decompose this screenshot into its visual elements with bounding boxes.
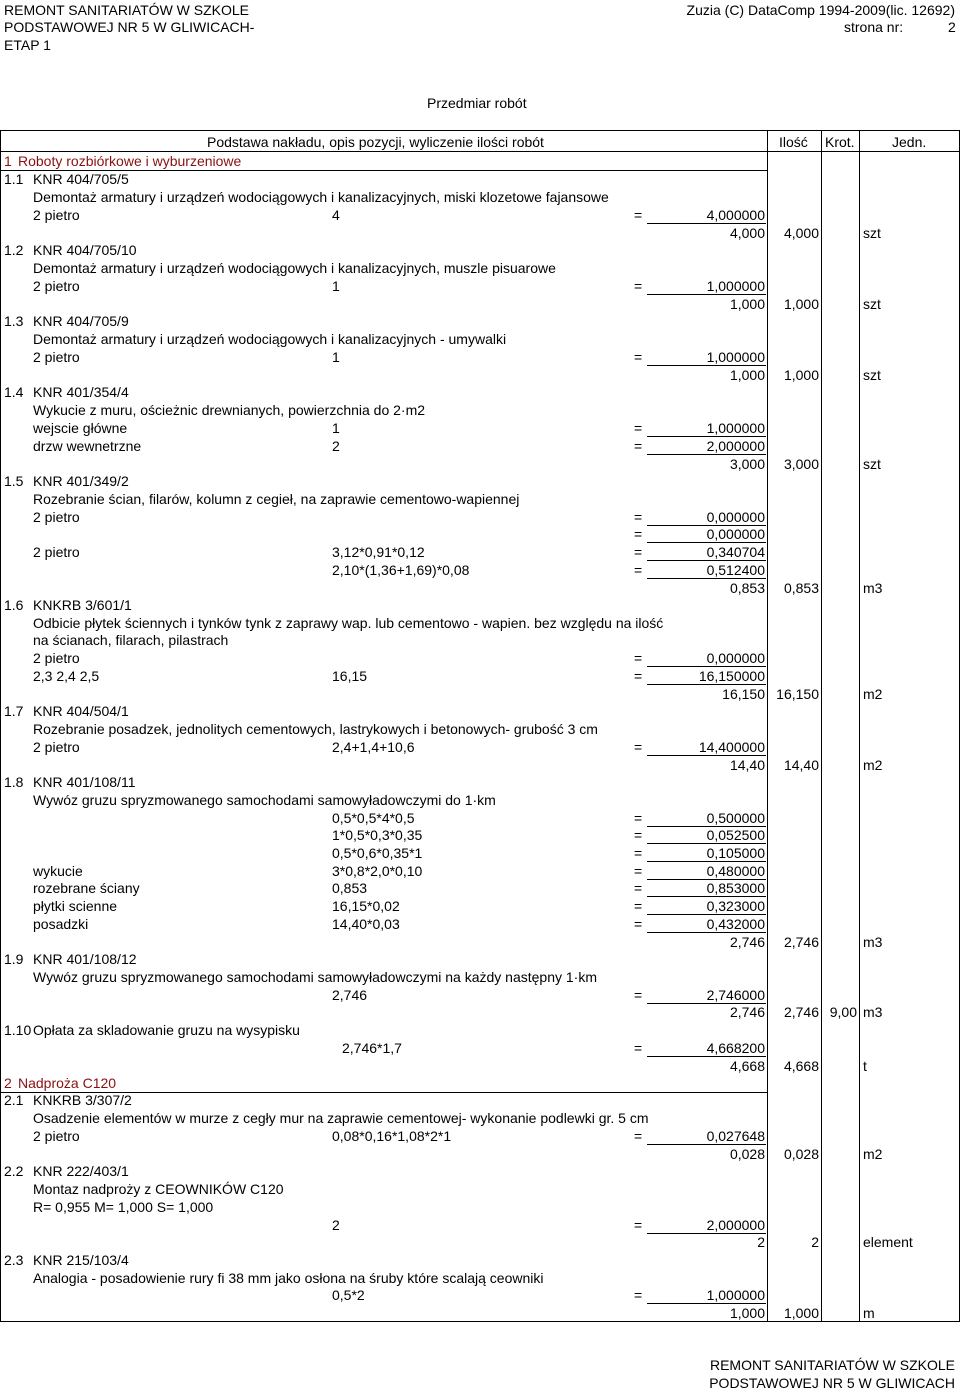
item-description: Montaz nadproży z CEOWNIKÓW C120 bbox=[33, 1181, 284, 1197]
total-krot: 2,746 bbox=[783, 934, 819, 950]
calc-equals-sign: = bbox=[634, 1040, 643, 1056]
calc-value-underline bbox=[647, 1056, 766, 1057]
total-quantity: 0,853 bbox=[729, 580, 765, 596]
calc-equals-sign: = bbox=[634, 650, 643, 666]
item-code: Opłata za skladowanie gruzu na wysypisku bbox=[33, 1022, 300, 1038]
item-description: Demontaż armatury i urządzeń wodociągowych i kanalizacyjnych - umywalki bbox=[33, 331, 507, 347]
calc-formula: 4 bbox=[332, 207, 340, 223]
section-number: 1 bbox=[4, 153, 12, 169]
calc-value: 14,400000 bbox=[698, 739, 765, 755]
calc-value-underline bbox=[647, 1233, 766, 1234]
header-page-label: strona nr: bbox=[844, 19, 904, 35]
section-title: Roboty rozbiórkowe i wyburzeniowe bbox=[18, 153, 242, 169]
total-quantity: 1,000 bbox=[729, 367, 765, 383]
total-unit: m bbox=[863, 1305, 875, 1321]
calc-equals-sign: = bbox=[634, 898, 643, 914]
calc-formula: 3,12*0,91*0,12 bbox=[332, 544, 425, 560]
calc-equals-sign: = bbox=[634, 827, 643, 843]
item-description: Wywóz gruzu spryzmowanego samochodami samowyładowczymi na każdy następny 1·km bbox=[33, 969, 597, 985]
calc-label: 2 pietro bbox=[33, 1128, 80, 1144]
total-unit: szt bbox=[863, 296, 881, 312]
total-unit: szt bbox=[863, 456, 881, 472]
item-number: 1.1 bbox=[4, 171, 24, 187]
item-number: 1.2 bbox=[4, 242, 24, 258]
calc-value-underline bbox=[647, 294, 766, 295]
calc-value: 0,000000 bbox=[706, 526, 765, 542]
item-number: 1.10 bbox=[4, 1022, 32, 1038]
calc-value: 0,853000 bbox=[706, 880, 765, 896]
calc-formula: 2,746 bbox=[332, 987, 368, 1003]
section-number: 2 bbox=[4, 1075, 12, 1091]
calc-formula: 16,15*0,02 bbox=[332, 898, 400, 914]
calc-equals-sign: = bbox=[634, 1128, 643, 1144]
calc-equals-sign: = bbox=[634, 845, 643, 861]
total-unit: szt bbox=[863, 367, 881, 383]
total-unit: m3 bbox=[863, 580, 883, 596]
item-code: KNR 401/349/2 bbox=[33, 473, 129, 489]
calc-equals-sign: = bbox=[634, 544, 643, 560]
item-code: KNKRB 3/601/1 bbox=[33, 597, 132, 613]
calc-equals-sign: = bbox=[634, 438, 643, 454]
calc-formula: 1*0,5*0,3*0,35 bbox=[332, 827, 423, 843]
calc-label: posadzki bbox=[33, 916, 89, 932]
item-code: KNR 401/108/11 bbox=[33, 774, 136, 790]
total-unit: m2 bbox=[863, 1146, 883, 1162]
calc-value-underline bbox=[647, 1144, 766, 1145]
calc-equals-sign: = bbox=[634, 207, 643, 223]
total-krot: 2,746 bbox=[783, 1004, 819, 1020]
total-krot: 3,000 bbox=[783, 456, 819, 472]
calc-equals-sign: = bbox=[634, 880, 643, 896]
column-divider-krot bbox=[821, 130, 822, 1322]
item-description: Demontaż armatury i urządzeń wodociągowych i kanalizacyjnych, miski klozetowe fajansowe bbox=[33, 189, 609, 205]
calc-value: 2,746000 bbox=[706, 987, 765, 1003]
item-number: 1.8 bbox=[4, 774, 24, 790]
item-code: KNR 401/354/4 bbox=[33, 384, 129, 400]
header-project-line3: ETAP 1 bbox=[4, 37, 51, 53]
table-top-border bbox=[0, 130, 960, 131]
calc-value: 0,323000 bbox=[706, 898, 765, 914]
calc-label: 2 pietro bbox=[33, 349, 80, 365]
total-extra-factor: 9,00 bbox=[829, 1004, 857, 1020]
total-quantity: 1,000 bbox=[729, 296, 765, 312]
calc-value: 0,000000 bbox=[706, 650, 765, 666]
column-header-quantity: Ilość bbox=[779, 134, 808, 150]
calc-formula: 2,10*(1,36+1,69)*0,08 bbox=[332, 562, 470, 578]
calc-value: 0,500000 bbox=[706, 810, 765, 826]
item-number: 2.3 bbox=[4, 1252, 24, 1268]
item-code: KNR 404/705/10 bbox=[33, 242, 137, 258]
calc-formula: 0,5*0,5*4*0,5 bbox=[332, 810, 415, 826]
item-code: KNKRB 3/307/2 bbox=[33, 1092, 132, 1108]
header-project-line2: PODSTAWOWEJ NR 5 W GLIWICACH- bbox=[4, 19, 255, 35]
total-krot: 1,000 bbox=[783, 367, 819, 383]
calc-label: 2 pietro bbox=[33, 207, 80, 223]
header-page-number: 2 bbox=[948, 19, 956, 35]
calc-value: 0,105000 bbox=[706, 845, 765, 861]
item-code: KNR 404/705/5 bbox=[33, 171, 129, 187]
total-unit: m3 bbox=[863, 934, 883, 950]
total-krot: 4,000 bbox=[783, 225, 819, 241]
calc-value: 1,000000 bbox=[706, 420, 765, 436]
calc-label: 2 pietro bbox=[33, 278, 80, 294]
section-title: Nadproża C120 bbox=[18, 1075, 117, 1091]
item-number: 2.2 bbox=[4, 1163, 24, 1179]
calc-label: 2 pietro bbox=[33, 739, 80, 755]
item-code: KNR 401/108/12 bbox=[33, 951, 137, 967]
total-krot: 2 bbox=[811, 1234, 819, 1250]
total-krot: 1,000 bbox=[783, 1305, 819, 1321]
calc-label: płytki scienne bbox=[33, 898, 118, 914]
calc-value-underline bbox=[647, 578, 766, 579]
table-bottom-border bbox=[0, 1321, 960, 1322]
total-krot: 0,853 bbox=[783, 580, 819, 596]
calc-value: 2,000000 bbox=[706, 438, 765, 454]
calc-value-underline bbox=[647, 932, 766, 933]
total-unit: m2 bbox=[863, 757, 883, 773]
table-left-border bbox=[0, 130, 1, 1322]
calc-value: 4,668200 bbox=[706, 1040, 765, 1056]
item-number: 2.1 bbox=[4, 1092, 24, 1108]
calc-label: drzw wewnetrzne bbox=[33, 438, 142, 454]
calc-label: 2 pietro bbox=[33, 650, 80, 666]
total-unit: m3 bbox=[863, 1004, 883, 1020]
calc-value-underline bbox=[647, 1303, 766, 1304]
calc-value: 4,000000 bbox=[706, 207, 765, 223]
calc-equals-sign: = bbox=[634, 509, 643, 525]
calc-value: 0,340704 bbox=[706, 544, 765, 560]
calc-value-underline bbox=[647, 896, 766, 897]
calc-equals-sign: = bbox=[634, 526, 643, 542]
calc-value-underline bbox=[647, 436, 766, 437]
calc-formula: 2,746*1,7 bbox=[342, 1040, 402, 1056]
item-code: KNR 222/403/1 bbox=[33, 1163, 129, 1179]
item-number: 1.7 bbox=[4, 703, 24, 719]
item-code: KNR 404/705/9 bbox=[33, 313, 129, 329]
calc-formula: 0,853 bbox=[332, 880, 368, 896]
calc-formula: 16,15 bbox=[332, 668, 368, 684]
item-description: Demontaż armatury i urządzeń wodociągowych i kanalizacyjnych, muszle pisuarowe bbox=[33, 260, 556, 276]
calc-value: 0,000000 bbox=[706, 509, 765, 525]
calc-equals-sign: = bbox=[634, 668, 643, 684]
calc-value: 0,432000 bbox=[706, 916, 765, 932]
calc-value: 0,052500 bbox=[706, 827, 765, 843]
total-quantity: 0,028 bbox=[729, 1146, 765, 1162]
calc-equals-sign: = bbox=[634, 278, 643, 294]
item-description: Odbicie płytek ściennych i tynków tynk z zaprawy wap. lub cementowo - wapien. bez względu na ilość bbox=[33, 615, 664, 631]
calc-formula: 2 bbox=[332, 438, 340, 454]
calc-value-underline bbox=[647, 542, 766, 543]
calc-value-underline bbox=[647, 560, 766, 561]
calc-formula: 0,5*2 bbox=[332, 1287, 365, 1303]
calc-value-underline bbox=[647, 861, 766, 862]
item-number: 1.5 bbox=[4, 473, 24, 489]
calc-value: 0,512400 bbox=[706, 562, 765, 578]
calc-value: 0,027648 bbox=[706, 1128, 765, 1144]
calc-equals-sign: = bbox=[634, 420, 643, 436]
calc-value: 16,150000 bbox=[698, 668, 765, 684]
item-number: 1.6 bbox=[4, 597, 24, 613]
total-quantity: 2 bbox=[757, 1234, 765, 1250]
item-description: Rozebranie ścian, filarów, kolumn z cegieł, na zaprawie cementowo-wapiennej bbox=[33, 491, 520, 507]
calc-value-underline bbox=[647, 454, 766, 455]
calc-value: 0,480000 bbox=[706, 863, 765, 879]
calc-equals-sign: = bbox=[634, 562, 643, 578]
total-quantity: 4,668 bbox=[729, 1058, 765, 1074]
calc-value: 2,000000 bbox=[706, 1217, 765, 1233]
calc-label: 2 pietro bbox=[33, 544, 80, 560]
total-quantity: 2,746 bbox=[729, 1004, 765, 1020]
item-description: Rozebranie posadzek, jednolitych cementowych, lastrykowych i betonowych- grubość 3 cm bbox=[33, 721, 598, 737]
calc-value-underline bbox=[647, 666, 766, 667]
item-number: 1.3 bbox=[4, 313, 24, 329]
item-description: Wykucie z muru, ościeżnic drewnianych, powierzchnia do 2·m2 bbox=[33, 402, 426, 418]
column-header-unit: Jedn. bbox=[892, 134, 927, 150]
total-krot: 16,150 bbox=[776, 686, 819, 702]
calc-equals-sign: = bbox=[634, 916, 643, 932]
table-header-bottom-border bbox=[0, 151, 960, 152]
total-krot: 0,028 bbox=[783, 1146, 819, 1162]
total-quantity: 16,150 bbox=[722, 686, 765, 702]
column-header-description: Podstawa nakładu, opis pozycji, wyliczenie ilości robót bbox=[207, 134, 544, 150]
calc-formula: 3*0,8*2,0*0,10 bbox=[332, 863, 423, 879]
item-description: Analogia - posadowienie rury fi 38 mm jako osłona na śruby które scalają ceowniki bbox=[33, 1270, 544, 1286]
total-quantity: 3,000 bbox=[729, 456, 765, 472]
total-unit: t bbox=[863, 1058, 867, 1074]
calc-formula: 1 bbox=[332, 278, 340, 294]
item-code: KNR 215/103/4 bbox=[33, 1252, 129, 1268]
column-divider-unit bbox=[859, 130, 860, 1322]
calc-equals-sign: = bbox=[634, 1217, 643, 1233]
item-code: KNR 404/504/1 bbox=[33, 703, 129, 719]
calc-label: 2,3 2,4 2,5 bbox=[33, 668, 100, 684]
item-description: Wywóz gruzu spryzmowanego samochodami samowyładowczymi do 1·km bbox=[33, 792, 496, 808]
calc-equals-sign: = bbox=[634, 810, 643, 826]
calc-value-underline bbox=[647, 223, 766, 224]
total-unit: m2 bbox=[863, 686, 883, 702]
total-unit: element bbox=[863, 1234, 913, 1250]
item-description: R= 0,955 M= 1,000 S= 1,000 bbox=[33, 1199, 214, 1215]
calc-value: 1,000000 bbox=[706, 1287, 765, 1303]
item-description: na ścianach, filarach, pilastrach bbox=[33, 632, 229, 648]
calc-label: wykucie bbox=[33, 863, 83, 879]
calc-equals-sign: = bbox=[634, 987, 643, 1003]
calc-formula: 14,40*0,03 bbox=[332, 916, 400, 932]
calc-value: 1,000000 bbox=[706, 278, 765, 294]
calc-value-underline bbox=[647, 914, 766, 915]
calc-label: rozebrane ściany bbox=[33, 880, 140, 896]
total-krot: 14,40 bbox=[783, 757, 819, 773]
header-project-line1: REMONT SANITARIATÓW W SZKOLE bbox=[4, 2, 250, 18]
total-krot: 1,000 bbox=[783, 296, 819, 312]
header-software-info: Zuzia (C) DataComp 1994-2009(lic. 12692) bbox=[686, 2, 955, 18]
item-number: 1.9 bbox=[4, 951, 24, 967]
item-number: 1.4 bbox=[4, 384, 24, 400]
calc-equals-sign: = bbox=[634, 739, 643, 755]
calc-formula: 0,5*0,6*0,35*1 bbox=[332, 845, 423, 861]
document-title: Przedmiar robót bbox=[427, 95, 527, 111]
calc-label: wejscie główne bbox=[33, 420, 128, 436]
total-quantity: 1,000 bbox=[729, 1305, 765, 1321]
calc-formula: 2,4+1,4+10,6 bbox=[332, 739, 415, 755]
footer-project-line1: REMONT SANITARIATÓW W SZKOLE bbox=[709, 1357, 955, 1373]
calc-equals-sign: = bbox=[634, 863, 643, 879]
calc-formula: 2 bbox=[332, 1217, 340, 1233]
total-quantity: 2,746 bbox=[729, 934, 765, 950]
calc-value-underline bbox=[647, 843, 766, 844]
calc-formula: 1 bbox=[332, 349, 340, 365]
calc-equals-sign: = bbox=[634, 349, 643, 365]
column-header-krot: Krot. bbox=[825, 134, 855, 150]
calc-value-underline bbox=[647, 684, 766, 685]
calc-formula: 0,08*0,16*1,08*2*1 bbox=[332, 1128, 452, 1144]
calc-value: 1,000000 bbox=[706, 349, 765, 365]
footer-project-line2: PODSTAWOWEJ NR 5 W GLIWICACH bbox=[709, 1375, 955, 1391]
total-quantity: 4,000 bbox=[729, 225, 765, 241]
calc-value-underline bbox=[647, 755, 766, 756]
total-unit: szt bbox=[863, 225, 881, 241]
total-krot: 4,668 bbox=[783, 1058, 819, 1074]
calc-formula: 1 bbox=[332, 420, 340, 436]
item-description: Osadzenie elementów w murze z cegły mur na zaprawie cementowej- wykonanie podlewki gr. 5 cm bbox=[33, 1110, 649, 1126]
calc-equals-sign: = bbox=[634, 1287, 643, 1303]
calc-label: 2 pietro bbox=[33, 509, 80, 525]
column-divider-quantity bbox=[767, 130, 768, 1322]
calc-value-underline bbox=[647, 365, 766, 366]
total-quantity: 14,40 bbox=[729, 757, 765, 773]
